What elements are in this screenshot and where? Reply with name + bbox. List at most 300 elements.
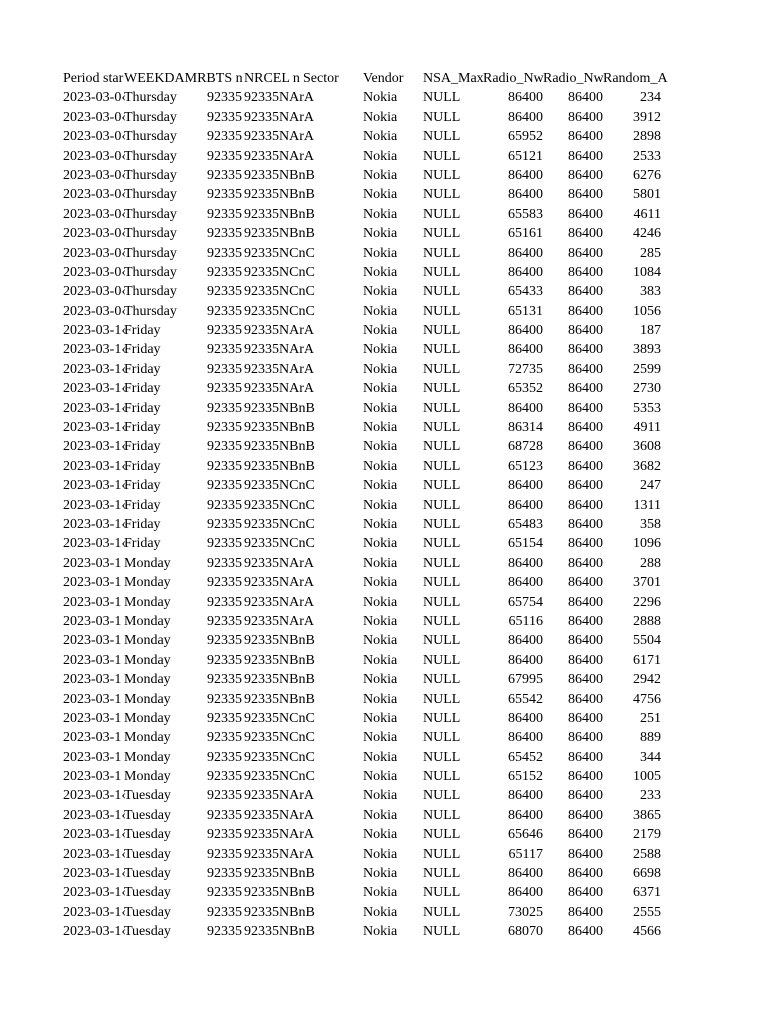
table-row [63,321,663,340]
nsa-max-cell: NULL [423,555,461,571]
random-a-cell: 2296 [633,594,661,610]
table-row [63,612,663,631]
nsa-max-cell: NULL [423,749,461,765]
mrbts-cell: 92335 [207,846,242,862]
radio-nw-1-cell: 65352 [508,381,543,397]
table-row [63,767,663,786]
nsa-max-cell: NULL [423,827,461,843]
mrbts-cell: 92335 [207,497,242,513]
radio-nw-1-cell: 65452 [508,749,543,765]
mrbts-cell: 92335 [207,904,242,920]
nsa-max-cell: NULL [423,633,461,649]
nrcel-cell: 92335NBnB [244,904,315,920]
mrbts-cell: 92335 [207,148,242,164]
vendor-cell: Nokia [363,439,398,455]
table-row [63,883,663,902]
radio-nw-2-cell: 86400 [568,866,603,882]
random-a-cell: 2599 [633,361,661,377]
radio-nw-1-cell: 65433 [508,284,543,300]
random-a-cell: 3608 [633,439,661,455]
weekday-cell: Monday [124,652,171,668]
period-start-cell: 2023-03-1‹ [63,458,126,474]
radio-nw-2-cell: 86400 [568,633,603,649]
nsa-max-cell: NULL [423,129,461,145]
mrbts-cell: 92335 [207,90,242,106]
mrbts-cell: 92335 [207,691,242,707]
radio-nw-1-cell: 65952 [508,129,543,145]
header-cell: Period star [63,71,124,86]
nrcel-cell: 92335NArA [244,788,314,804]
radio-nw-2-cell: 86400 [568,788,603,804]
table-row [63,457,663,476]
radio-nw-1-cell: 65152 [508,769,543,785]
random-a-cell: 1005 [633,769,661,785]
table-row [63,302,663,321]
weekday-cell: Thursday [124,90,177,106]
vendor-cell: Nokia [363,342,398,358]
vendor-cell: Nokia [363,516,398,532]
weekday-cell: Friday [124,458,161,474]
nsa-max-cell: NULL [423,497,461,513]
weekday-cell: Thursday [124,264,177,280]
weekday-cell: Monday [124,555,171,571]
vendor-cell: Nokia [363,148,398,164]
period-start-cell: 2023-03-1‹ [63,827,126,843]
weekday-cell: Thursday [124,226,177,242]
nsa-max-cell: NULL [423,187,461,203]
weekday-cell: Friday [124,361,161,377]
period-start-cell: 2023-03-0‹ [63,284,126,300]
radio-nw-2-cell: 86400 [568,652,603,668]
mrbts-cell: 92335 [207,206,242,222]
period-start-cell: 2023-03-0‹ [63,303,126,319]
radio-nw-1-cell: 65754 [508,594,543,610]
vendor-cell: Nokia [363,769,398,785]
table-row [63,360,663,379]
random-a-cell: 288 [640,555,661,571]
table-row [63,418,663,437]
vendor-cell: Nokia [363,536,398,552]
nrcel-cell: 92335NBnB [244,672,315,688]
period-start-cell: 2023-03-1‹ [63,904,126,920]
vendor-cell: Nokia [363,129,398,145]
table-row [63,88,663,107]
nrcel-cell: 92335NBnB [244,458,315,474]
header-cell: NRCEL n [244,71,300,86]
radio-nw-2-cell: 86400 [568,749,603,765]
nrcel-cell: 92335NBnB [244,439,315,455]
nrcel-cell: 92335NArA [244,90,314,106]
table-row [63,147,663,166]
table-row [63,670,663,689]
table-row [63,554,663,573]
radio-nw-1-cell: 86400 [508,90,543,106]
weekday-cell: Monday [124,710,171,726]
weekday-cell: Tuesday [124,807,171,823]
radio-nw-2-cell: 86400 [568,516,603,532]
random-a-cell: 2179 [633,827,661,843]
mrbts-cell: 92335 [207,284,242,300]
mrbts-cell: 92335 [207,342,242,358]
radio-nw-1-cell: 65121 [508,148,543,164]
table-row [63,244,663,263]
radio-nw-2-cell: 86400 [568,691,603,707]
random-a-cell: 2942 [633,672,661,688]
random-a-cell: 5504 [633,633,661,649]
mrbts-cell: 92335 [207,536,242,552]
period-start-cell: 2023-03-1 [63,575,122,591]
random-a-cell: 4756 [633,691,661,707]
nsa-max-cell: NULL [423,846,461,862]
random-a-cell: 2730 [633,381,661,397]
table-row [63,593,663,612]
vendor-cell: Nokia [363,691,398,707]
radio-nw-2-cell: 86400 [568,885,603,901]
vendor-cell: Nokia [363,245,398,261]
period-start-cell: 2023-03-1‹ [63,381,126,397]
radio-nw-2-cell: 86400 [568,284,603,300]
period-start-cell: 2023-03-1‹ [63,536,126,552]
period-start-cell: 2023-03-1 [63,710,122,726]
random-a-cell: 383 [640,284,661,300]
radio-nw-2-cell: 86400 [568,458,603,474]
radio-nw-2-cell: 86400 [568,827,603,843]
nrcel-cell: 92335NArA [244,381,314,397]
radio-nw-1-cell: 86400 [508,633,543,649]
mrbts-cell: 92335 [207,555,242,571]
nrcel-cell: 92335NBnB [244,652,315,668]
vendor-cell: Nokia [363,613,398,629]
radio-nw-1-cell: 86400 [508,342,543,358]
radio-nw-2-cell: 86400 [568,594,603,610]
vendor-cell: Nokia [363,90,398,106]
weekday-cell: Monday [124,575,171,591]
mrbts-cell: 92335 [207,323,242,339]
radio-nw-2-cell: 86400 [568,555,603,571]
table-body [63,88,663,941]
mrbts-cell: 92335 [207,788,242,804]
vendor-cell: Nokia [363,303,398,319]
weekday-cell: Monday [124,672,171,688]
weekday-cell: Friday [124,439,161,455]
table-row [63,534,663,553]
weekday-cell: Thursday [124,303,177,319]
vendor-cell: Nokia [363,594,398,610]
random-a-cell: 234 [640,90,661,106]
vendor-cell: Nokia [363,924,398,940]
mrbts-cell: 92335 [207,381,242,397]
nrcel-cell: 92335NCnC [244,245,315,261]
period-start-cell: 2023-03-1‹ [63,420,126,436]
random-a-cell: 3893 [633,342,661,358]
nsa-max-cell: NULL [423,691,461,707]
radio-nw-1-cell: 86400 [508,109,543,125]
table-row [63,496,663,515]
vendor-cell: Nokia [363,420,398,436]
nsa-max-cell: NULL [423,245,461,261]
mrbts-cell: 92335 [207,226,242,242]
random-a-cell: 2898 [633,129,661,145]
nsa-max-cell: NULL [423,439,461,455]
vendor-cell: Nokia [363,458,398,474]
nrcel-cell: 92335NBnB [244,187,315,203]
radio-nw-1-cell: 65116 [508,613,543,629]
table-row [63,263,663,282]
weekday-cell: Thursday [124,245,177,261]
mrbts-cell: 92335 [207,245,242,261]
nsa-max-cell: NULL [423,866,461,882]
random-a-cell: 251 [640,710,661,726]
nrcel-cell: 92335NArA [244,846,314,862]
period-start-cell: 2023-03-1‹ [63,342,126,358]
radio-nw-2-cell: 86400 [568,206,603,222]
nrcel-cell: 92335NBnB [244,866,315,882]
weekday-cell: Thursday [124,109,177,125]
weekday-cell: Friday [124,323,161,339]
table-row [63,728,663,747]
random-a-cell: 2555 [633,904,661,920]
random-a-cell: 1056 [633,303,661,319]
table-row [63,379,663,398]
radio-nw-1-cell: 86400 [508,497,543,513]
vendor-cell: Nokia [363,497,398,513]
nrcel-cell: 92335NCnC [244,536,315,552]
random-a-cell: 1311 [633,497,661,513]
nrcel-cell: 92335NArA [244,575,314,591]
weekday-cell: Tuesday [124,904,171,920]
header-cell: Vendor [363,71,404,86]
nrcel-cell: 92335NBnB [244,885,315,901]
random-a-cell: 4911 [633,420,661,436]
mrbts-cell: 92335 [207,400,242,416]
nrcel-cell: 92335NCnC [244,730,315,746]
nsa-max-cell: NULL [423,226,461,242]
random-a-cell: 2533 [633,148,661,164]
nrcel-cell: 92335NBnB [244,420,315,436]
table-row [63,845,663,864]
radio-nw-1-cell: 65542 [508,691,543,707]
nsa-max-cell: NULL [423,303,461,319]
vendor-cell: Nokia [363,710,398,726]
nsa-max-cell: NULL [423,109,461,125]
radio-nw-2-cell: 86400 [568,148,603,164]
weekday-cell: Friday [124,400,161,416]
nsa-max-cell: NULL [423,400,461,416]
mrbts-cell: 92335 [207,129,242,145]
header-cell: Random_A [603,71,668,86]
random-a-cell: 3682 [633,458,661,474]
table-row [63,631,663,650]
period-start-cell: 2023-03-1 [63,633,122,649]
radio-nw-1-cell: 86400 [508,575,543,591]
radio-nw-2-cell: 86400 [568,381,603,397]
header-cell: Radio_Nw [483,71,544,86]
nsa-max-cell: NULL [423,420,461,436]
radio-nw-2-cell: 86400 [568,90,603,106]
mrbts-cell: 92335 [207,420,242,436]
period-start-cell: 2023-03-1‹ [63,924,126,940]
period-start-cell: 2023-03-1‹ [63,323,126,339]
radio-nw-1-cell: 72735 [508,361,543,377]
vendor-cell: Nokia [363,167,398,183]
radio-nw-2-cell: 86400 [568,904,603,920]
nrcel-cell: 92335NCnC [244,497,315,513]
random-a-cell: 5353 [633,400,661,416]
weekday-cell: Monday [124,691,171,707]
radio-nw-2-cell: 86400 [568,613,603,629]
period-start-cell: 2023-03-1‹ [63,516,126,532]
period-start-cell: 2023-03-1‹ [63,788,126,804]
vendor-cell: Nokia [363,478,398,494]
nrcel-cell: 92335NBnB [244,167,315,183]
mrbts-cell: 92335 [207,575,242,591]
period-start-cell: 2023-03-1 [63,691,122,707]
nsa-max-cell: NULL [423,90,461,106]
weekday-cell: Friday [124,342,161,358]
vendor-cell: Nokia [363,226,398,242]
weekday-cell: Monday [124,769,171,785]
nsa-max-cell: NULL [423,536,461,552]
radio-nw-2-cell: 86400 [568,245,603,261]
vendor-cell: Nokia [363,730,398,746]
nsa-max-cell: NULL [423,478,461,494]
radio-nw-1-cell: 65131 [508,303,543,319]
period-start-cell: 2023-03-0‹ [63,109,126,125]
period-start-cell: 2023-03-1 [63,672,122,688]
table-row [63,748,663,767]
radio-nw-2-cell: 86400 [568,420,603,436]
radio-nw-1-cell: 68728 [508,439,543,455]
mrbts-cell: 92335 [207,807,242,823]
table-row [63,108,663,127]
weekday-cell: Thursday [124,284,177,300]
period-start-cell: 2023-03-1 [63,749,122,765]
random-a-cell: 6698 [633,866,661,882]
mrbts-cell: 92335 [207,885,242,901]
radio-nw-1-cell: 65154 [508,536,543,552]
radio-nw-2-cell: 86400 [568,109,603,125]
random-a-cell: 3865 [633,807,661,823]
radio-nw-1-cell: 86400 [508,788,543,804]
mrbts-cell: 92335 [207,264,242,280]
random-a-cell: 2588 [633,846,661,862]
nsa-max-cell: NULL [423,710,461,726]
nrcel-cell: 92335NArA [244,361,314,377]
vendor-cell: Nokia [363,904,398,920]
weekday-cell: Friday [124,516,161,532]
vendor-cell: Nokia [363,885,398,901]
weekday-cell: Tuesday [124,885,171,901]
period-start-cell: 2023-03-0‹ [63,90,126,106]
mrbts-cell: 92335 [207,167,242,183]
mrbts-cell: 92335 [207,361,242,377]
vendor-cell: Nokia [363,749,398,765]
radio-nw-1-cell: 86400 [508,245,543,261]
mrbts-cell: 92335 [207,866,242,882]
nsa-max-cell: NULL [423,769,461,785]
period-start-cell: 2023-03-0‹ [63,129,126,145]
table-row [63,476,663,495]
random-a-cell: 3912 [633,109,661,125]
nrcel-cell: 92335NBnB [244,400,315,416]
nrcel-cell: 92335NCnC [244,284,315,300]
radio-nw-2-cell: 86400 [568,672,603,688]
mrbts-cell: 92335 [207,439,242,455]
radio-nw-2-cell: 86400 [568,807,603,823]
table-row [63,690,663,709]
mrbts-cell: 92335 [207,652,242,668]
mrbts-cell: 92335 [207,924,242,940]
mrbts-cell: 92335 [207,458,242,474]
header-cell: Sector [303,71,339,86]
weekday-cell: Friday [124,478,161,494]
radio-nw-1-cell: 86314 [508,420,543,436]
header-cell: Radio_Nw [543,71,604,86]
nrcel-cell: 92335NArA [244,342,314,358]
vendor-cell: Nokia [363,827,398,843]
radio-nw-1-cell: 65123 [508,458,543,474]
radio-nw-2-cell: 86400 [568,129,603,145]
radio-nw-1-cell: 86400 [508,652,543,668]
weekday-cell: Friday [124,497,161,513]
table-row [63,282,663,301]
radio-nw-1-cell: 86400 [508,187,543,203]
radio-nw-1-cell: 86400 [508,710,543,726]
weekday-cell: Thursday [124,167,177,183]
period-start-cell: 2023-03-0‹ [63,148,126,164]
vendor-cell: Nokia [363,575,398,591]
nrcel-cell: 92335NCnC [244,769,315,785]
vendor-cell: Nokia [363,323,398,339]
nsa-max-cell: NULL [423,885,461,901]
nrcel-cell: 92335NArA [244,594,314,610]
radio-nw-1-cell: 86400 [508,730,543,746]
nrcel-cell: 92335NCnC [244,516,315,532]
table-row [63,166,663,185]
period-start-cell: 2023-03-0‹ [63,206,126,222]
random-a-cell: 6371 [633,885,661,901]
mrbts-cell: 92335 [207,303,242,319]
weekday-cell: Monday [124,594,171,610]
nsa-max-cell: NULL [423,613,461,629]
nrcel-cell: 92335NArA [244,148,314,164]
radio-nw-2-cell: 86400 [568,497,603,513]
radio-nw-1-cell: 68070 [508,924,543,940]
period-start-cell: 2023-03-0‹ [63,226,126,242]
random-a-cell: 187 [640,323,661,339]
period-start-cell: 2023-03-1‹ [63,439,126,455]
random-a-cell: 2888 [633,613,661,629]
table-row [63,709,663,728]
radio-nw-2-cell: 86400 [568,342,603,358]
table-row [63,205,663,224]
weekday-cell: Thursday [124,206,177,222]
vendor-cell: Nokia [363,866,398,882]
vendor-cell: Nokia [363,652,398,668]
nrcel-cell: 92335NBnB [244,226,315,242]
period-start-cell: 2023-03-1 [63,555,122,571]
vendor-cell: Nokia [363,361,398,377]
table-row [63,573,663,592]
random-a-cell: 6171 [633,652,661,668]
random-a-cell: 889 [640,730,661,746]
vendor-cell: Nokia [363,633,398,649]
nsa-max-cell: NULL [423,458,461,474]
nsa-max-cell: NULL [423,924,461,940]
radio-nw-1-cell: 86400 [508,400,543,416]
nrcel-cell: 92335NArA [244,827,314,843]
table-row [63,864,663,883]
